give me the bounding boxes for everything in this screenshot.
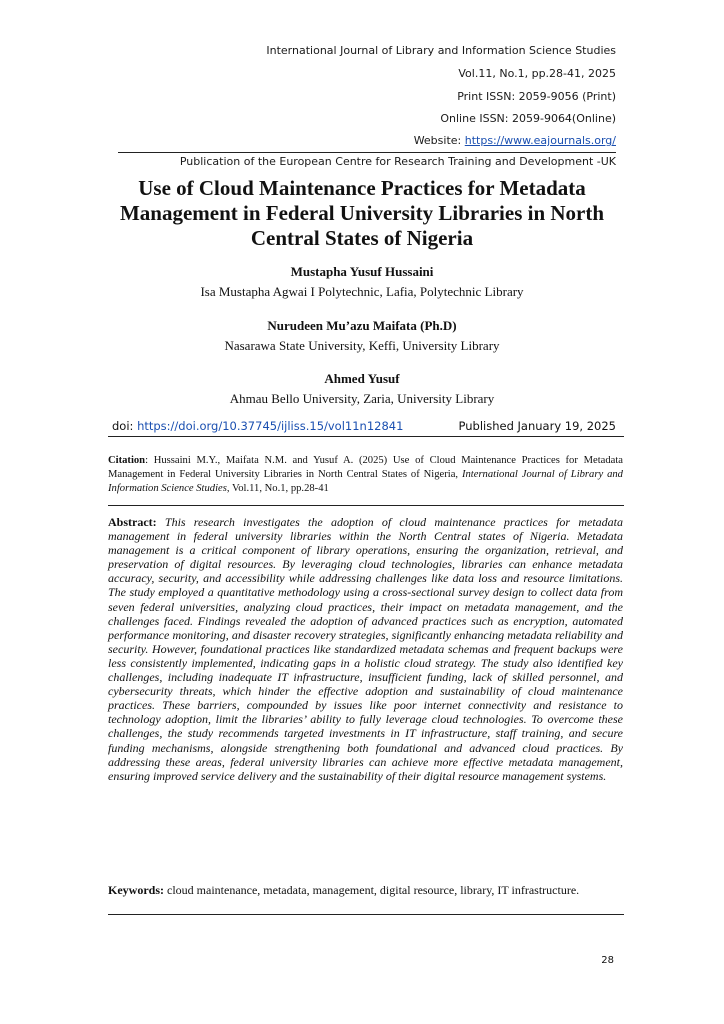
keywords-label: Keywords: [108,883,164,897]
author-name-3: Ahmed Yusuf [324,371,400,386]
citation-tail: , Vol.11, No.1, pp.28-41 [226,483,329,494]
article-title: Use of Cloud Maintenance Practices for Metadata Management in Federal University Libraries in North Central States of Nigeria [119,176,605,250]
citation-label: Citation [108,455,146,466]
keywords-rule [108,914,624,915]
author-affiliation-1: Isa Mustapha Agwai I Polytechnic, Lafia, Polytechnic Library [200,284,524,299]
citation-block [108,454,623,496]
doi-label: doi: [112,419,138,433]
keywords-block [108,883,623,897]
print-issn: Print ISSN: 2059-9056 (Print) [457,90,616,103]
header-rule [118,152,616,153]
author-affiliation-2: Nasarawa State University, Keffi, University Library [224,338,500,353]
published-date: Published January 19, 2025 [458,419,616,433]
journal-name: International Journal of Library and Information Science Studies [266,44,616,57]
website-label: Website: [413,134,465,147]
abstract-text: This research investigates the adoption of cloud maintenance practices for metadata management in federal university libraries within the North Central states of Nigeria. Metadata management is a critical component of library operations, ensuring the organization, retrieval, and preservation of digital resources. By leveraging cloud technologies, libraries can enhance metadata accuracy, security, and accessibility while addressing challenges like data loss and resource limitations. The study employed a quantitative methodology using a cross-sectional survey design to collect data from seven federal universities, analyzing cloud practices, their impact on metadata management, and the challenges faced. Findings revealed the adoption of advanced practices such as encryption, automated performance monitoring, and disaster recovery strategies, significantly enhancing metadata reliability and security. However, foundational practices like standardized metadata schemas and frequent backups were less consistently implemented, indicating gaps in a holistic cloud strategy. The study also identified key challenges, including inadequate IT infrastructure, insufficient funding, lack of skilled personnel, and cybersecurity threats, which hinder the effective adoption and sustainability of cloud maintenance practices. These barriers, compounded by issues like poor internet connectivity and resistance to technology adoption, limit the libraries’ ability to fully leverage cloud technologies. To overcome these challenges, the study recommends targeted investments in IT infrastructure, staff training, and secure funding mechanisms, alongside strengthening both foundational and advanced cloud practices. By addressing these areas, federal university libraries can achieve more effective metadata management, ensuring improved service delivery and the sustainability of their digital resource management systems. [108,515,623,783]
keywords-text: cloud maintenance, metadata, management, digital resource, library, IT infrastructure. [164,883,580,897]
abstract-block [108,515,623,783]
author-affiliation-3: Ahmau Bello University, Zaria, University Library [229,391,495,406]
citation-rule [108,505,624,506]
citation-text: : Hussaini M.Y., Maifata N.M. and Yusuf A. (2025) Use of Cloud Maintenance Practices for Metadata Management in Federal University Libraries in North Central States of Nigeria, [108,455,623,480]
online-issn: Online ISSN: 2059-9064(Online) [440,112,616,125]
page-number: 28 [601,955,614,966]
doi-line [112,419,403,433]
author-name-2: Nurudeen Mu’azu Maifata (Ph.D) [267,318,457,333]
doi-link[interactable]: https://doi.org/10.37745/ijliss.15/vol11n12841 [137,419,404,433]
abstract-label: Abstract: [108,515,157,529]
website-line [414,134,616,147]
author-name-1: Mustapha Yusuf Hussaini [290,264,434,279]
website-link[interactable]: https://www.eajournals.org/ [464,134,616,147]
publisher-line: Publication of the European Centre for Research Training and Development -UK [179,155,616,168]
citation-journal: International Journal of Library and Information Science Studies [108,469,623,494]
doi-rule [108,436,624,437]
volume-info: Vol.11, No.1, pp.28-41, 2025 [458,67,616,80]
